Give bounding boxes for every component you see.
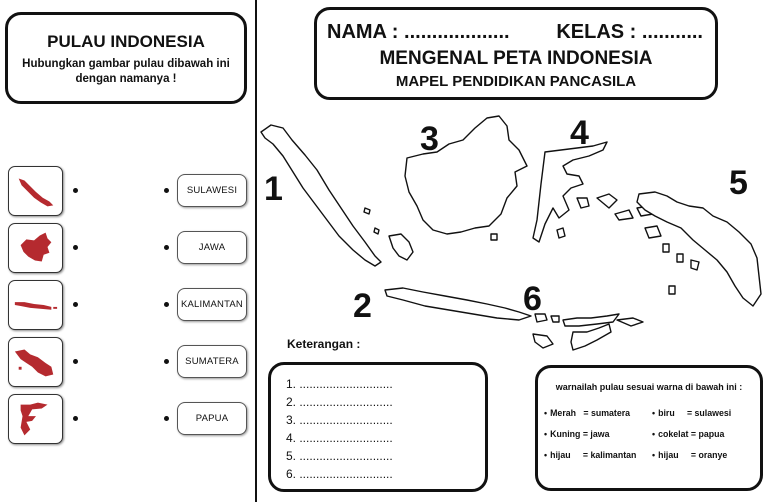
answer-box <box>268 362 488 492</box>
thumb-sulawesi[interactable] <box>8 394 63 444</box>
map-jawa <box>385 288 531 320</box>
color-guide-box <box>535 365 763 491</box>
name-card-papua[interactable]: PAPUA <box>177 402 247 435</box>
left-title-box <box>5 12 247 104</box>
sumatera-island-icon <box>9 167 62 215</box>
name-card-kalimantan[interactable]: KALIMANTAN <box>177 288 247 321</box>
name-card-sumatera[interactable]: SUMATERA <box>177 345 247 378</box>
map-number-6: 6 <box>523 280 542 318</box>
answer-line-6[interactable]: 6. ............................ <box>286 467 393 481</box>
map-sulawesi <box>533 142 607 242</box>
match-dot-left[interactable] <box>73 302 78 307</box>
match-dot-right[interactable] <box>164 416 169 421</box>
color-item: • biru = sulawesi <box>652 408 732 418</box>
header-box <box>314 7 718 100</box>
nama-field[interactable]: NAMA : ................... <box>327 21 510 43</box>
indonesia-outline-map <box>257 110 768 360</box>
thumb-kalimantan[interactable] <box>8 223 63 273</box>
page-subtitle: MAPEL PENDIDIKAN PANCASILA <box>395 73 637 90</box>
map-nusa-tenggara <box>563 314 619 326</box>
map-number-3: 3 <box>420 120 439 158</box>
match-dot-right[interactable] <box>164 245 169 250</box>
match-dot-right[interactable] <box>164 188 169 193</box>
color-item: • hijau = kalimantan <box>544 450 637 460</box>
map-number-2: 2 <box>353 287 372 325</box>
match-dot-left[interactable] <box>73 359 78 364</box>
kalimantan-island-icon <box>9 224 62 272</box>
left-title: PULAU INDONESIA <box>47 32 205 51</box>
sulawesi-island-icon <box>9 395 62 443</box>
color-item: • Kuning = jawa <box>544 429 610 439</box>
thumb-sumatera[interactable] <box>8 166 63 216</box>
answer-line-3[interactable]: 3. ............................ <box>286 413 393 427</box>
match-dot-left[interactable] <box>73 188 78 193</box>
jawa-island-icon <box>9 281 62 329</box>
answer-line-2[interactable]: 2. ............................ <box>286 395 393 409</box>
map-papua <box>637 192 761 306</box>
thumb-papua[interactable] <box>8 337 63 387</box>
name-card-sulawesi[interactable]: SULAWESI <box>177 174 247 207</box>
answer-line-4[interactable]: 4. ............................ <box>286 431 393 445</box>
color-guide-title: warnailah pulau sesuai warna di bawah ini : <box>555 382 743 392</box>
thumb-jawa[interactable] <box>8 280 63 330</box>
match-dot-left[interactable] <box>73 245 78 250</box>
left-instruction: Hubungkan gambar pulau dibawah ini dengan namanya ! <box>22 58 230 85</box>
map-number-4: 4 <box>570 114 589 152</box>
color-item: • hijau = oranye <box>652 450 728 460</box>
color-item: • Merah = sumatera <box>544 408 631 418</box>
kelas-field[interactable]: KELAS : ........... <box>556 21 703 43</box>
color-item: • cokelat = papua <box>652 429 725 439</box>
match-dot-right[interactable] <box>164 359 169 364</box>
map-number-5: 5 <box>729 164 748 202</box>
answer-line-1[interactable]: 1. ............................ <box>286 377 393 391</box>
name-card-jawa[interactable]: JAWA <box>177 231 247 264</box>
match-dot-left[interactable] <box>73 416 78 421</box>
page-title: MENGENAL PETA INDONESIA <box>379 48 653 69</box>
map-number-1: 1 <box>264 170 283 208</box>
papua-island-icon <box>9 338 62 386</box>
match-dot-right[interactable] <box>164 302 169 307</box>
answer-line-5[interactable]: 5. ............................ <box>286 449 393 463</box>
keterangan-label: Keterangan : <box>287 337 361 351</box>
